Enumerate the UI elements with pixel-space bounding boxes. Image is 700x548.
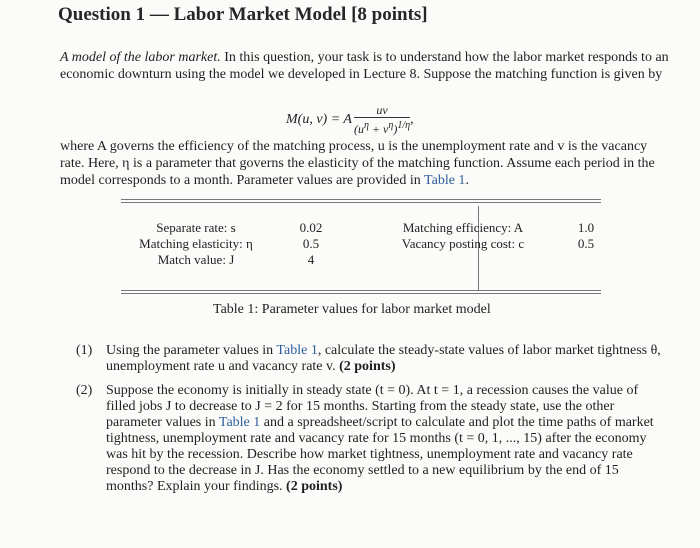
table-top-rule <box>121 199 601 200</box>
table-top-rule-2 <box>121 202 601 203</box>
table-bottom-rule <box>121 290 601 291</box>
equation-lhs: M(u, v) = A <box>286 112 352 128</box>
value-matching-elasticity: 0.5 <box>302 236 320 251</box>
value-separate-rate: 0.02 <box>299 220 323 235</box>
matching-function-equation <box>286 103 414 137</box>
explanation-paragraph <box>60 138 674 189</box>
equation-comma: , <box>410 112 414 128</box>
label-matching-elasticity: Matching elasticity: η <box>139 236 253 251</box>
question-number: (1) <box>76 343 93 358</box>
equation-numerator: uv <box>354 103 410 118</box>
question-text-post: , calculate the steady-state values of labor market tightness θ, unemployment rate u and vacancy rate v. <box>106 343 661 374</box>
table-caption: Table 1: Parameter values for labor market model <box>213 302 491 317</box>
table-reference-link[interactable]: Table 1 <box>276 343 318 358</box>
equation-fraction <box>354 103 410 137</box>
question-list <box>76 343 662 503</box>
parameter-table <box>121 199 601 295</box>
value-matching-efficiency: 1.0 <box>577 220 595 235</box>
intro-lead: A model of the labor market. <box>60 50 221 65</box>
intro-paragraph <box>60 49 676 83</box>
label-match-value: Match value: J <box>157 252 235 267</box>
value-match-value: 4 <box>307 252 315 267</box>
question-item-2 <box>76 383 662 495</box>
points-label: (2 points) <box>286 479 343 494</box>
question-text-pre: Suppose the economy is initially in steady state (t = 0). At t = 1, a recession causes the value of filled jobs J to decrease to J = 2 for 15 months. Starting from the steady state, use the other parameter values in <box>106 383 639 430</box>
left-labels-column <box>121 220 271 268</box>
question-title: Question 1 — Labor Market Model [8 points] <box>58 4 428 25</box>
right-values-column <box>571 220 601 252</box>
den-part-2: + v <box>368 122 389 136</box>
label-vacancy-cost: Vacancy posting cost: c <box>401 236 525 251</box>
den-part-3: ) <box>393 122 398 136</box>
points-label: (2 points) <box>339 359 396 374</box>
den-part-1: (u <box>353 122 364 136</box>
label-separate-rate: Separate rate: s <box>156 220 236 235</box>
table-reference-link[interactable]: Table 1 <box>424 173 466 188</box>
table-bottom-rule-2 <box>121 293 601 294</box>
den-exp-1: η <box>363 120 369 131</box>
question-text-pre: Using the parameter values in <box>106 343 277 358</box>
den-exp-2: η <box>388 120 394 131</box>
value-vacancy-cost: 0.5 <box>577 236 595 251</box>
left-values-column <box>291 220 331 268</box>
table-reference-link[interactable]: Table 1 <box>218 415 261 430</box>
explanation-text-1: where A governs the efficiency of the matching process, u is the unemployment rate and v is the vacancy rate. Here, η is a parameter that governs the elasticity of the matching function. Assume each period in the model corresponds to a month. Parameter values are provided in <box>60 139 655 188</box>
equation-denominator <box>354 118 410 137</box>
question-text-post: and a spreadsheet/script to calculate and plot the time paths of market tightness, unemployment rate and vacancy rate for 15 months (t = 0, 1, ..., 15) after the economy was hit by the recession. Describe how market tightness, unemployment rate and vacancy rate respond to the decrease in J. Has the economy settled to a new equilibrium by the end of 15 months? Explain your findings. <box>106 415 654 494</box>
intro-text: In this question, your task is to understand how the labor market responds to an economic downturn using the model we developed in Lecture 8. Suppose the matching function is given by <box>60 50 669 82</box>
question-number: (2) <box>76 383 93 398</box>
question-item-1 <box>76 343 662 375</box>
right-labels-column <box>383 220 543 252</box>
den-outer-exp: 1/η <box>397 120 411 131</box>
explanation-text-2: . <box>465 173 469 188</box>
label-matching-efficiency: Matching efficiency: A <box>402 220 524 235</box>
